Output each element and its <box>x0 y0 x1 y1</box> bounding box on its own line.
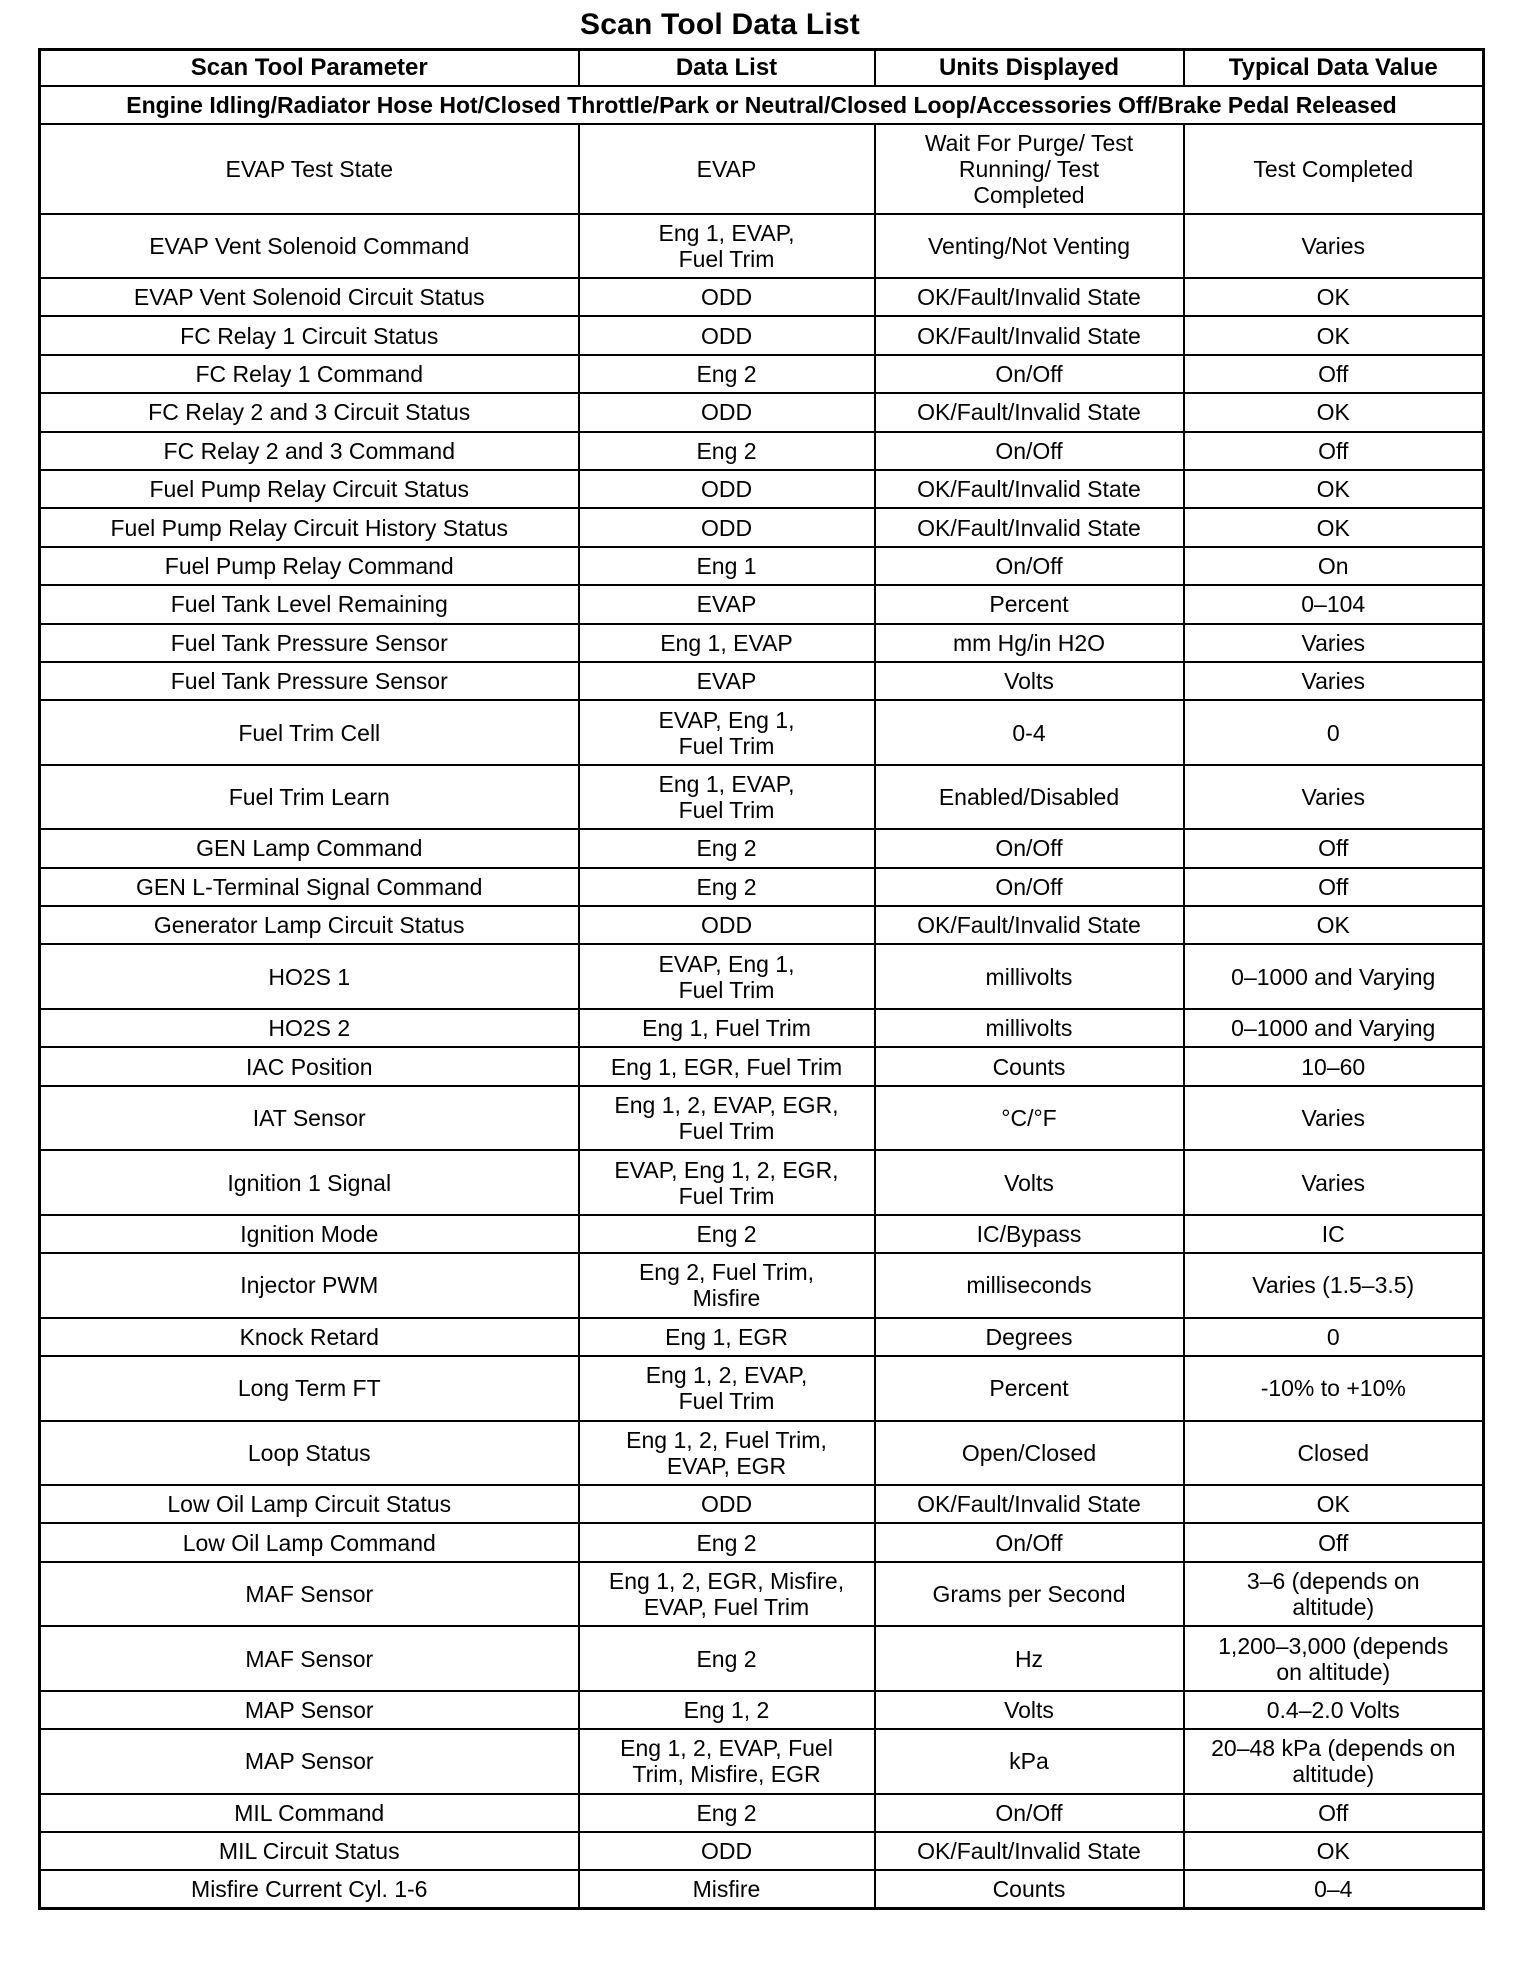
typical-value-cell: Off <box>1184 829 1484 867</box>
table-row <box>40 316 1484 354</box>
parameter-cell: EVAP Vent Solenoid Circuit Status <box>40 278 579 316</box>
units-cell: Volts <box>875 662 1184 700</box>
table-row <box>40 355 1484 393</box>
table-row <box>40 700 1484 765</box>
typical-value-cell: OK <box>1184 470 1484 508</box>
data-list-cell: Eng 1, 2, EVAP, Fuel Trim, Misfire, EGR <box>579 1729 875 1794</box>
parameter-cell: MIL Circuit Status <box>40 1832 579 1870</box>
data-list-cell: ODD <box>579 906 875 944</box>
data-list-cell: Eng 2 <box>579 1523 875 1561</box>
data-list-cell: EVAP <box>579 662 875 700</box>
parameter-cell: Low Oil Lamp Circuit Status <box>40 1485 579 1523</box>
data-list-cell: Eng 2 <box>579 1215 875 1253</box>
parameter-cell: Generator Lamp Circuit Status <box>40 906 579 944</box>
data-list-cell: Eng 2, Fuel Trim, Misfire <box>579 1253 875 1318</box>
typical-value-cell: OK <box>1184 906 1484 944</box>
typical-value-cell: 10–60 <box>1184 1047 1484 1085</box>
data-list-cell: ODD <box>579 508 875 546</box>
data-list-cell: Misfire <box>579 1870 875 1908</box>
data-list-cell: EVAP <box>579 585 875 623</box>
typical-value-cell: OK <box>1184 1832 1484 1870</box>
typical-value-cell: Varies <box>1184 662 1484 700</box>
data-list-cell: Eng 1 <box>579 547 875 585</box>
table-row <box>40 906 1484 944</box>
parameter-cell: EVAP Vent Solenoid Command <box>40 214 579 279</box>
parameter-cell: FC Relay 1 Command <box>40 355 579 393</box>
typical-value-cell: OK <box>1184 508 1484 546</box>
typical-value-cell: Off <box>1184 868 1484 906</box>
parameter-cell: Fuel Pump Relay Circuit History Status <box>40 508 579 546</box>
data-list-cell: Eng 1, EGR <box>579 1318 875 1356</box>
table-row <box>40 1318 1484 1356</box>
table-row <box>40 1485 1484 1523</box>
data-list-cell: Eng 1, 2, EVAP, Fuel Trim <box>579 1356 875 1421</box>
table-row <box>40 393 1484 431</box>
table-row <box>40 1150 1484 1215</box>
parameter-cell: Misfire Current Cyl. 1-6 <box>40 1870 579 1908</box>
table-row <box>40 1562 1484 1627</box>
typical-value-cell: OK <box>1184 393 1484 431</box>
typical-value-cell: Varies (1.5–3.5) <box>1184 1253 1484 1318</box>
header-data-list: Data List <box>579 50 875 86</box>
data-list-cell: ODD <box>579 278 875 316</box>
parameter-cell: Knock Retard <box>40 1318 579 1356</box>
parameter-cell: Fuel Trim Learn <box>40 765 579 830</box>
table-row <box>40 508 1484 546</box>
header-scan-tool-parameter: Scan Tool Parameter <box>40 50 579 86</box>
table-row <box>40 944 1484 1009</box>
typical-value-cell: Varies <box>1184 1086 1484 1151</box>
units-cell: Degrees <box>875 1318 1184 1356</box>
parameter-cell: MAP Sensor <box>40 1729 579 1794</box>
units-cell: IC/Bypass <box>875 1215 1184 1253</box>
units-cell: On/Off <box>875 829 1184 867</box>
typical-value-cell: Test Completed <box>1184 124 1484 214</box>
table-row <box>40 1691 1484 1729</box>
table-row <box>40 1626 1484 1691</box>
typical-value-cell: Off <box>1184 1523 1484 1561</box>
parameter-cell: Long Term FT <box>40 1356 579 1421</box>
units-cell: Enabled/Disabled <box>875 765 1184 830</box>
typical-value-cell: 0–104 <box>1184 585 1484 623</box>
typical-value-cell: Off <box>1184 355 1484 393</box>
typical-value-cell: Off <box>1184 1794 1484 1832</box>
units-cell: On/Off <box>875 1523 1184 1561</box>
units-cell: OK/Fault/Invalid State <box>875 906 1184 944</box>
parameter-cell: IAC Position <box>40 1047 579 1085</box>
table-row <box>40 1870 1484 1908</box>
typical-value-cell: 0–1000 and Varying <box>1184 1009 1484 1047</box>
table-row <box>40 829 1484 867</box>
units-cell: Wait For Purge/ Test Running/ Test Completed <box>875 124 1184 214</box>
table-row <box>40 1215 1484 1253</box>
table-row <box>40 1086 1484 1151</box>
table-row <box>40 547 1484 585</box>
table-row <box>40 470 1484 508</box>
table-row <box>40 1523 1484 1561</box>
data-list-cell: EVAP <box>579 124 875 214</box>
table-row <box>40 432 1484 470</box>
data-list-cell: ODD <box>579 393 875 431</box>
operating-conditions: Engine Idling/Radiator Hose Hot/Closed Throttle/Park or Neutral/Closed Loop/Accessories Off/Brake Pedal Released <box>40 86 1484 124</box>
units-cell: Counts <box>875 1870 1184 1908</box>
units-cell: Volts <box>875 1150 1184 1215</box>
units-cell: Counts <box>875 1047 1184 1085</box>
data-list-cell: Eng 2 <box>579 432 875 470</box>
typical-value-cell: 0–1000 and Varying <box>1184 944 1484 1009</box>
parameter-cell: Fuel Tank Pressure Sensor <box>40 662 579 700</box>
parameter-cell: GEN Lamp Command <box>40 829 579 867</box>
table-row <box>40 765 1484 830</box>
data-list-cell: Eng 1, 2, EGR, Misfire, EVAP, Fuel Trim <box>579 1562 875 1627</box>
units-cell: millivolts <box>875 1009 1184 1047</box>
typical-value-cell: 20–48 kPa (depends on altitude) <box>1184 1729 1484 1794</box>
parameter-cell: Injector PWM <box>40 1253 579 1318</box>
units-cell: °C/°F <box>875 1086 1184 1151</box>
data-list-cell: Eng 1, EVAP, Fuel Trim <box>579 214 875 279</box>
data-list-cell: Eng 1, 2, EVAP, EGR, Fuel Trim <box>579 1086 875 1151</box>
data-list-cell: Eng 2 <box>579 355 875 393</box>
typical-value-cell: 0 <box>1184 1318 1484 1356</box>
units-cell: OK/Fault/Invalid State <box>875 1485 1184 1523</box>
table-row <box>40 624 1484 662</box>
data-list-cell: EVAP, Eng 1, Fuel Trim <box>579 700 875 765</box>
data-list-cell: Eng 1, EVAP <box>579 624 875 662</box>
operating-conditions-row <box>40 86 1484 124</box>
parameter-cell: EVAP Test State <box>40 124 579 214</box>
parameter-cell: MAF Sensor <box>40 1626 579 1691</box>
typical-value-cell: OK <box>1184 278 1484 316</box>
parameter-cell: Loop Status <box>40 1421 579 1486</box>
typical-value-cell: Off <box>1184 432 1484 470</box>
units-cell: On/Off <box>875 1794 1184 1832</box>
typical-value-cell: Varies <box>1184 624 1484 662</box>
table-row <box>40 1356 1484 1421</box>
parameter-cell: IAT Sensor <box>40 1086 579 1151</box>
units-cell: 0-4 <box>875 700 1184 765</box>
data-list-cell: Eng 1, 2, Fuel Trim, EVAP, EGR <box>579 1421 875 1486</box>
page-title: Scan Tool Data List <box>580 8 860 41</box>
parameter-cell: FC Relay 1 Circuit Status <box>40 316 579 354</box>
units-cell: On/Off <box>875 547 1184 585</box>
parameter-cell: GEN L-Terminal Signal Command <box>40 868 579 906</box>
data-list-cell: ODD <box>579 316 875 354</box>
header-typical-data-value: Typical Data Value <box>1184 50 1484 86</box>
parameter-cell: Fuel Pump Relay Circuit Status <box>40 470 579 508</box>
units-cell: OK/Fault/Invalid State <box>875 393 1184 431</box>
typical-value-cell: OK <box>1184 1485 1484 1523</box>
data-list-cell: ODD <box>579 470 875 508</box>
units-cell: OK/Fault/Invalid State <box>875 278 1184 316</box>
parameter-cell: Fuel Pump Relay Command <box>40 547 579 585</box>
parameter-cell: FC Relay 2 and 3 Circuit Status <box>40 393 579 431</box>
typical-value-cell: -10% to +10% <box>1184 1356 1484 1421</box>
units-cell: Open/Closed <box>875 1421 1184 1486</box>
typical-value-cell: Varies <box>1184 214 1484 279</box>
data-list-cell: Eng 1, 2 <box>579 1691 875 1729</box>
parameter-cell: FC Relay 2 and 3 Command <box>40 432 579 470</box>
typical-value-cell: On <box>1184 547 1484 585</box>
table-row <box>40 1047 1484 1085</box>
data-list-cell: EVAP, Eng 1, Fuel Trim <box>579 944 875 1009</box>
units-cell: Grams per Second <box>875 1562 1184 1627</box>
units-cell: On/Off <box>875 868 1184 906</box>
parameter-cell: Fuel Tank Level Remaining <box>40 585 579 623</box>
units-cell: kPa <box>875 1729 1184 1794</box>
units-cell: millivolts <box>875 944 1184 1009</box>
header-row <box>40 50 1484 86</box>
table-row <box>40 1832 1484 1870</box>
table-row <box>40 1253 1484 1318</box>
data-list-cell: Eng 1, EGR, Fuel Trim <box>579 1047 875 1085</box>
table-row <box>40 124 1484 214</box>
table-row <box>40 214 1484 279</box>
units-cell: Percent <box>875 585 1184 623</box>
typical-value-cell: OK <box>1184 316 1484 354</box>
parameter-cell: MIL Command <box>40 1794 579 1832</box>
units-cell: OK/Fault/Invalid State <box>875 1832 1184 1870</box>
parameter-cell: HO2S 2 <box>40 1009 579 1047</box>
table-row <box>40 1009 1484 1047</box>
data-list-cell: ODD <box>579 1832 875 1870</box>
table-row <box>40 1794 1484 1832</box>
typical-value-cell: 1,200–3,000 (depends on altitude) <box>1184 1626 1484 1691</box>
units-cell: Volts <box>875 1691 1184 1729</box>
parameter-cell: Low Oil Lamp Command <box>40 1523 579 1561</box>
typical-value-cell: 0–4 <box>1184 1870 1484 1908</box>
table-row <box>40 662 1484 700</box>
table-row <box>40 585 1484 623</box>
parameter-cell: MAF Sensor <box>40 1562 579 1627</box>
typical-value-cell: Varies <box>1184 1150 1484 1215</box>
data-list-cell: Eng 2 <box>579 868 875 906</box>
parameter-cell: HO2S 1 <box>40 944 579 1009</box>
units-cell: Percent <box>875 1356 1184 1421</box>
typical-value-cell: 0 <box>1184 700 1484 765</box>
units-cell: Venting/Not Venting <box>875 214 1184 279</box>
typical-value-cell: Closed <box>1184 1421 1484 1486</box>
table-row <box>40 278 1484 316</box>
data-list-cell: EVAP, Eng 1, 2, EGR, Fuel Trim <box>579 1150 875 1215</box>
parameter-cell: Fuel Tank Pressure Sensor <box>40 624 579 662</box>
parameter-cell: Ignition 1 Signal <box>40 1150 579 1215</box>
typical-value-cell: IC <box>1184 1215 1484 1253</box>
units-cell: OK/Fault/Invalid State <box>875 316 1184 354</box>
data-list-cell: Eng 2 <box>579 829 875 867</box>
data-list-cell: Eng 2 <box>579 1794 875 1832</box>
units-cell: On/Off <box>875 355 1184 393</box>
parameter-cell: MAP Sensor <box>40 1691 579 1729</box>
typical-value-cell: Varies <box>1184 765 1484 830</box>
table-row <box>40 1421 1484 1486</box>
units-cell: milliseconds <box>875 1253 1184 1318</box>
data-list-cell: Eng 1, Fuel Trim <box>579 1009 875 1047</box>
data-list-cell: Eng 2 <box>579 1626 875 1691</box>
units-cell: On/Off <box>875 432 1184 470</box>
parameter-cell: Ignition Mode <box>40 1215 579 1253</box>
units-cell: mm Hg/in H2O <box>875 624 1184 662</box>
header-units-displayed: Units Displayed <box>875 50 1184 86</box>
data-list-cell: Eng 1, EVAP, Fuel Trim <box>579 765 875 830</box>
typical-value-cell: 0.4–2.0 Volts <box>1184 1691 1484 1729</box>
typical-value-cell: 3–6 (depends on altitude) <box>1184 1562 1484 1627</box>
table-row <box>40 1729 1484 1794</box>
scan-tool-data-table <box>38 48 1485 1910</box>
units-cell: Hz <box>875 1626 1184 1691</box>
units-cell: OK/Fault/Invalid State <box>875 508 1184 546</box>
parameter-cell: Fuel Trim Cell <box>40 700 579 765</box>
units-cell: OK/Fault/Invalid State <box>875 470 1184 508</box>
table-row <box>40 868 1484 906</box>
data-list-cell: ODD <box>579 1485 875 1523</box>
